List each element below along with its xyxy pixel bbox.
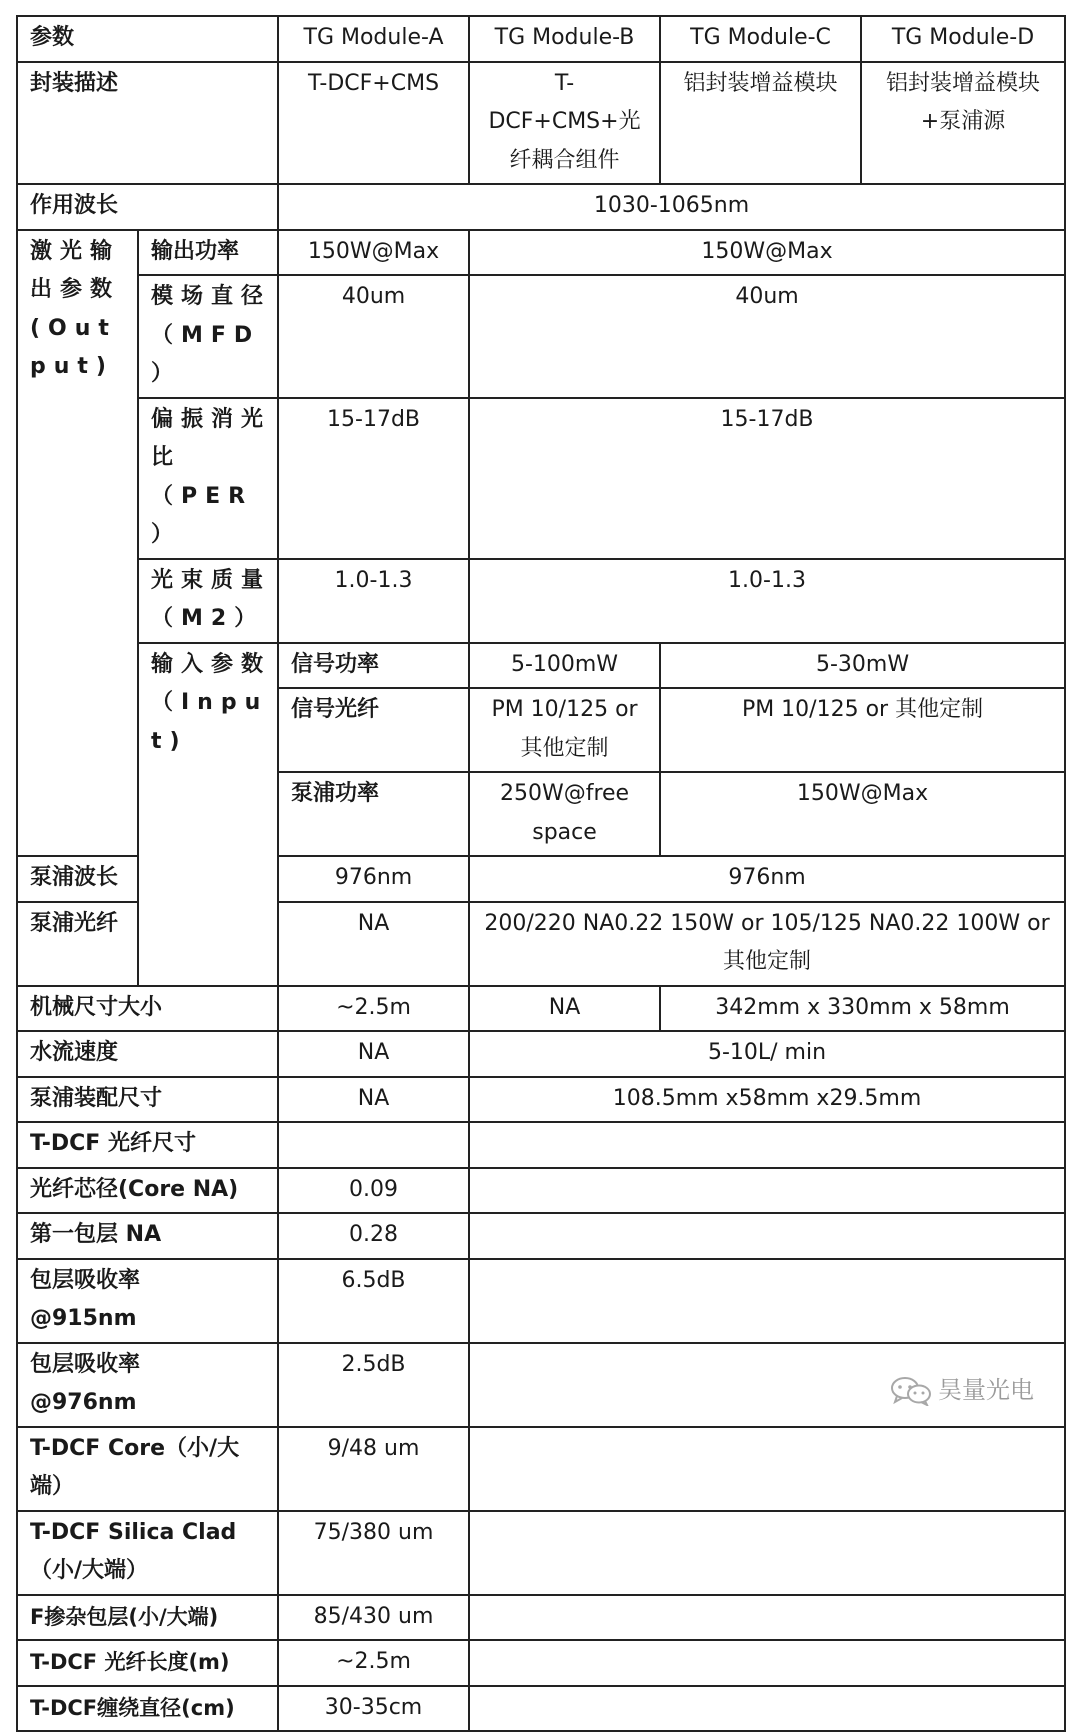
spec-table bbox=[16, 15, 1066, 1732]
output-label: 光束质量（M2） bbox=[138, 559, 278, 643]
input-bcd: 150W@Max bbox=[660, 772, 1065, 856]
input-label: 泵浦光纤 bbox=[17, 902, 138, 986]
fiber-bcd bbox=[469, 1595, 1065, 1641]
package-b: T-DCF+CMS+光纤耦合组件 bbox=[469, 62, 660, 185]
watermark-text: 昊量光电 bbox=[938, 1376, 1034, 1404]
output-group-label: 激光输出参数(Output) bbox=[17, 230, 138, 857]
fiber-bcd bbox=[469, 1686, 1065, 1732]
output-row bbox=[17, 398, 1065, 559]
output-a: 150W@Max bbox=[278, 230, 469, 276]
spec-table-container bbox=[16, 15, 1066, 1732]
input-a: 5-100mW bbox=[469, 643, 660, 689]
output-a: 15-17dB bbox=[278, 398, 469, 559]
input-a: 976nm bbox=[278, 856, 469, 902]
fiber-bcd bbox=[469, 1168, 1065, 1214]
fiber-a: 9/48 um bbox=[278, 1427, 469, 1511]
wavelength-value: 1030-1065nm bbox=[278, 184, 1065, 230]
fiber-a: 0.28 bbox=[278, 1213, 469, 1259]
pump-size-label: 泵浦装配尺寸 bbox=[17, 1077, 278, 1123]
fiber-row bbox=[17, 1259, 1065, 1343]
fiber-bcd bbox=[469, 1640, 1065, 1686]
header-module-b: TG Module-B bbox=[469, 16, 660, 62]
fiber-a: 2.5dB bbox=[278, 1343, 469, 1427]
input-group-label: 输入参数（Input) bbox=[138, 643, 278, 986]
input-label: 泵浦功率 bbox=[278, 772, 469, 856]
header-module-a: TG Module-A bbox=[278, 16, 469, 62]
package-d: 铝封装增益模块+泵浦源 bbox=[861, 62, 1065, 185]
input-label: 信号功率 bbox=[278, 643, 469, 689]
fiber-row bbox=[17, 1595, 1065, 1641]
fiber-label: T-DCF缠绕直径(cm) bbox=[17, 1686, 278, 1732]
input-label: 泵浦波长 bbox=[17, 856, 138, 902]
fiber-label: F掺杂包层(小/大端) bbox=[17, 1595, 278, 1641]
input-bcd: PM 10/125 or 其他定制 bbox=[660, 688, 1065, 772]
output-a: 40um bbox=[278, 275, 469, 398]
fiber-bcd bbox=[469, 1122, 1065, 1168]
fiber-label: 第一包层 NA bbox=[17, 1213, 278, 1259]
package-row bbox=[17, 62, 1065, 185]
watermark bbox=[890, 1374, 1060, 1408]
output-label: 模场直径（MFD） bbox=[138, 275, 278, 398]
fiber-a: 6.5dB bbox=[278, 1259, 469, 1343]
input-a: PM 10/125 or 其他定制 bbox=[469, 688, 660, 772]
fiber-bcd bbox=[469, 1511, 1065, 1595]
package-a: T-DCF+CMS bbox=[278, 62, 469, 185]
fiber-label: 光纤芯径(Core NA) bbox=[17, 1168, 278, 1214]
fiber-label: 包层吸收率@915nm bbox=[17, 1259, 278, 1343]
mech-cd: 342mm x 330mm x 58mm bbox=[660, 986, 1065, 1032]
input-row bbox=[17, 643, 1065, 689]
output-bcd: 15-17dB bbox=[469, 398, 1065, 559]
fiber-label: 包层吸收率@976nm bbox=[17, 1343, 278, 1427]
fiber-row bbox=[17, 1511, 1065, 1595]
package-label: 封装描述 bbox=[17, 62, 278, 185]
package-c: 铝封装增益模块 bbox=[660, 62, 861, 185]
fiber-a: 0.09 bbox=[278, 1168, 469, 1214]
fiber-a: ~2.5m bbox=[278, 1640, 469, 1686]
output-a: 1.0-1.3 bbox=[278, 559, 469, 643]
pump-size-row bbox=[17, 1077, 1065, 1123]
flow-label: 水流速度 bbox=[17, 1031, 278, 1077]
output-label: 偏振消光比（PER） bbox=[138, 398, 278, 559]
header-module-d: TG Module-D bbox=[861, 16, 1065, 62]
header-module-c: TG Module-C bbox=[660, 16, 861, 62]
header-param: 参数 bbox=[17, 16, 278, 62]
wavelength-label: 作用波长 bbox=[17, 184, 278, 230]
fiber-row bbox=[17, 1686, 1065, 1732]
fiber-label: T-DCF 光纤尺寸 bbox=[17, 1122, 278, 1168]
output-row bbox=[17, 275, 1065, 398]
mech-b: NA bbox=[469, 986, 660, 1032]
fiber-label: T-DCF 光纤长度(m) bbox=[17, 1640, 278, 1686]
output-label: 输出功率 bbox=[138, 230, 278, 276]
mech-row bbox=[17, 986, 1065, 1032]
output-row bbox=[17, 559, 1065, 643]
fiber-a bbox=[278, 1122, 469, 1168]
input-bcd: 200/220 NA0.22 150W or 105/125 NA0.22 100W or 其他定制 bbox=[469, 902, 1065, 986]
wavelength-row bbox=[17, 184, 1065, 230]
mech-a: ~2.5m bbox=[278, 986, 469, 1032]
flow-row bbox=[17, 1031, 1065, 1077]
fiber-bcd bbox=[469, 1259, 1065, 1343]
input-a: NA bbox=[278, 902, 469, 986]
fiber-a: 30-35cm bbox=[278, 1686, 469, 1732]
flow-a: NA bbox=[278, 1031, 469, 1077]
fiber-a: 85/430 um bbox=[278, 1595, 469, 1641]
output-row bbox=[17, 230, 1065, 276]
input-a: 250W@free space bbox=[469, 772, 660, 856]
wechat-icon bbox=[890, 1376, 932, 1406]
output-bcd: 1.0-1.3 bbox=[469, 559, 1065, 643]
fiber-bcd bbox=[469, 1213, 1065, 1259]
fiber-row bbox=[17, 1427, 1065, 1511]
fiber-row bbox=[17, 1640, 1065, 1686]
fiber-row bbox=[17, 1213, 1065, 1259]
flow-bcd: 5-10L/ min bbox=[469, 1031, 1065, 1077]
header-row bbox=[17, 16, 1065, 62]
fiber-row bbox=[17, 1122, 1065, 1168]
input-bcd: 976nm bbox=[469, 856, 1065, 902]
pump-size-a: NA bbox=[278, 1077, 469, 1123]
fiber-label: T-DCF Core（小/大端） bbox=[17, 1427, 278, 1511]
fiber-bcd bbox=[469, 1427, 1065, 1511]
input-label: 信号光纤 bbox=[278, 688, 469, 772]
mech-label: 机械尺寸大小 bbox=[17, 986, 278, 1032]
fiber-a: 75/380 um bbox=[278, 1511, 469, 1595]
fiber-row bbox=[17, 1168, 1065, 1214]
pump-size-bcd: 108.5mm x58mm x29.5mm bbox=[469, 1077, 1065, 1123]
output-bcd: 40um bbox=[469, 275, 1065, 398]
fiber-label: T-DCF Silica Clad（小/大端） bbox=[17, 1511, 278, 1595]
input-bcd: 5-30mW bbox=[660, 643, 1065, 689]
output-bcd: 150W@Max bbox=[469, 230, 1065, 276]
